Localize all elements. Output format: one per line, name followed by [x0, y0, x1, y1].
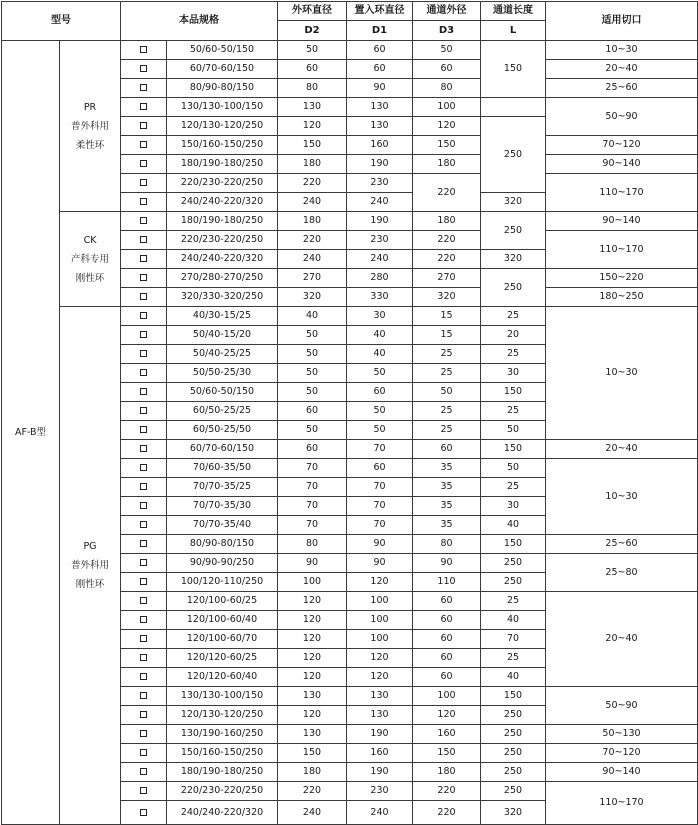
d3-cell: 100	[413, 98, 481, 117]
d2-cell: 120	[278, 117, 347, 136]
d3-cell: 270	[413, 269, 481, 288]
d3-cell: 25	[413, 364, 481, 383]
spec-cell: 120/120-60/25	[167, 649, 278, 668]
header-d3-code: D3	[413, 21, 481, 41]
spec-cell: 270/280-270/250	[167, 269, 278, 288]
cut-cell: 10~30	[546, 41, 698, 60]
l-cell: 250	[481, 725, 546, 744]
group-ck-code: CK	[83, 234, 97, 246]
d2-cell: 80	[278, 535, 347, 554]
header-d1-code: D1	[347, 21, 413, 41]
spec-cell: 320/330-320/250	[167, 288, 278, 307]
l-cell: 150	[481, 440, 546, 459]
l-cell: 250	[481, 706, 546, 725]
l-cell: 320	[481, 801, 546, 825]
d3-cell: 60	[413, 60, 481, 79]
select-checkbox[interactable]	[121, 79, 167, 98]
select-checkbox[interactable]	[121, 326, 167, 345]
cut-cell: 25~80	[546, 554, 698, 592]
d1-cell: 160	[347, 744, 413, 763]
cut-cell: 70~120	[546, 136, 698, 155]
cut-cell: 90~140	[546, 212, 698, 231]
d2-cell: 50	[278, 41, 347, 60]
select-checkbox[interactable]	[121, 573, 167, 592]
l-cell: 150	[481, 41, 546, 98]
spec-cell: 120/100-60/70	[167, 630, 278, 649]
l-cell: 150	[481, 383, 546, 402]
d1-cell: 60	[347, 383, 413, 402]
select-checkbox[interactable]	[121, 155, 167, 174]
spec-cell: 100/120-110/250	[167, 573, 278, 592]
spec-cell: 70/70-35/40	[167, 516, 278, 535]
d3-cell: 220	[413, 174, 481, 212]
group-pr	[60, 41, 121, 212]
d1-cell: 190	[347, 763, 413, 782]
spec-cell: 220/230-220/250	[167, 174, 278, 193]
cut-cell: 50~90	[546, 98, 698, 136]
d1-cell: 230	[347, 174, 413, 193]
spec-cell: 70/70-35/25	[167, 478, 278, 497]
d3-cell: 120	[413, 117, 481, 136]
d3-cell: 80	[413, 79, 481, 98]
d3-cell: 60	[413, 592, 481, 611]
l-cell: 250	[481, 554, 546, 573]
d1-cell: 40	[347, 326, 413, 345]
spec-cell: 240/240-220/320	[167, 193, 278, 212]
d2-cell: 70	[278, 497, 347, 516]
spec-cell: 60/70-60/150	[167, 440, 278, 459]
d1-cell: 100	[347, 611, 413, 630]
d1-cell: 240	[347, 801, 413, 825]
d2-cell: 320	[278, 288, 347, 307]
spec-cell: 70/70-35/30	[167, 497, 278, 516]
select-checkbox[interactable]	[121, 611, 167, 630]
d2-cell: 180	[278, 155, 347, 174]
d1-cell: 90	[347, 79, 413, 98]
d1-cell: 40	[347, 345, 413, 364]
d3-cell: 35	[413, 497, 481, 516]
l-cell: 70	[481, 630, 546, 649]
d2-cell: 130	[278, 725, 347, 744]
select-checkbox[interactable]	[121, 41, 167, 60]
header-d1-title: 置入环直径	[347, 2, 413, 21]
l-cell: 320	[481, 193, 546, 212]
d1-cell: 130	[347, 117, 413, 136]
select-checkbox[interactable]	[121, 516, 167, 535]
group-ck-usage: 产科专用	[70, 253, 109, 265]
cut-cell: 180~250	[546, 288, 698, 307]
spec-cell: 120/100-60/25	[167, 592, 278, 611]
select-checkbox[interactable]	[121, 535, 167, 554]
cut-cell: 90~140	[546, 155, 698, 174]
header-spec: 本品规格	[121, 2, 278, 41]
d3-cell: 60	[413, 611, 481, 630]
d3-cell: 50	[413, 41, 481, 60]
l-cell: 40	[481, 611, 546, 630]
d3-cell: 90	[413, 554, 481, 573]
d3-cell: 25	[413, 402, 481, 421]
header-model: 型号	[2, 2, 121, 41]
d2-cell: 70	[278, 516, 347, 535]
d2-cell: 220	[278, 782, 347, 801]
cut-cell: 110~170	[546, 782, 698, 825]
d1-cell: 100	[347, 630, 413, 649]
d3-cell: 100	[413, 687, 481, 706]
group-pg	[60, 307, 121, 825]
d1-cell: 130	[347, 687, 413, 706]
d2-cell: 70	[278, 478, 347, 497]
d1-cell: 130	[347, 706, 413, 725]
l-cell: 250	[481, 117, 546, 193]
select-checkbox[interactable]	[121, 60, 167, 79]
d2-cell: 150	[278, 744, 347, 763]
l-cell: 25	[481, 649, 546, 668]
d1-cell: 30	[347, 307, 413, 326]
cut-cell: 50~90	[546, 687, 698, 725]
d3-cell: 60	[413, 440, 481, 459]
spec-cell: 60/50-25/50	[167, 421, 278, 440]
d3-cell: 150	[413, 136, 481, 155]
select-checkbox[interactable]	[121, 459, 167, 478]
d3-cell: 25	[413, 421, 481, 440]
select-checkbox[interactable]	[121, 440, 167, 459]
d1-cell: 60	[347, 459, 413, 478]
d1-cell: 50	[347, 402, 413, 421]
select-checkbox[interactable]	[121, 364, 167, 383]
d3-cell: 180	[413, 212, 481, 231]
l-cell: 50	[481, 421, 546, 440]
l-cell: 40	[481, 668, 546, 687]
d3-cell: 35	[413, 516, 481, 535]
group-pg-type: 刚性环	[75, 579, 105, 590]
group-ck	[60, 212, 121, 307]
d1-cell: 90	[347, 535, 413, 554]
d1-cell: 50	[347, 421, 413, 440]
header-d2-code: D2	[278, 21, 347, 41]
select-checkbox[interactable]	[121, 801, 167, 825]
d2-cell: 180	[278, 212, 347, 231]
spec-cell: 50/40-25/25	[167, 345, 278, 364]
select-checkbox[interactable]	[121, 725, 167, 744]
spec-cell: 180/190-180/250	[167, 212, 278, 231]
select-checkbox[interactable]	[121, 763, 167, 782]
spec-cell: 60/50-25/25	[167, 402, 278, 421]
d2-cell: 40	[278, 307, 347, 326]
spec-cell: 50/40-15/20	[167, 326, 278, 345]
spec-cell: 120/130-120/250	[167, 706, 278, 725]
d3-cell: 150	[413, 744, 481, 763]
spec-cell: 150/160-150/250	[167, 744, 278, 763]
d3-cell: 220	[413, 801, 481, 825]
select-checkbox[interactable]	[121, 307, 167, 326]
select-checkbox[interactable]	[121, 231, 167, 250]
d2-cell: 220	[278, 231, 347, 250]
spec-cell: 60/70-60/150	[167, 60, 278, 79]
spec-cell: 130/130-100/150	[167, 687, 278, 706]
cut-cell: 70~120	[546, 744, 698, 763]
l-cell: 25	[481, 402, 546, 421]
spec-cell: 180/190-180/250	[167, 155, 278, 174]
d2-cell: 240	[278, 193, 347, 212]
group-pg-usage: 普外科用	[70, 560, 109, 571]
group-pr-code: PR	[83, 101, 97, 113]
cut-cell: 10~30	[546, 459, 698, 535]
d3-cell: 60	[413, 649, 481, 668]
d2-cell: 220	[278, 174, 347, 193]
l-cell: 25	[481, 592, 546, 611]
l-cell: 250	[481, 573, 546, 592]
d2-cell: 180	[278, 763, 347, 782]
select-checkbox[interactable]	[121, 649, 167, 668]
d1-cell: 70	[347, 516, 413, 535]
d2-cell: 100	[278, 573, 347, 592]
d1-cell: 230	[347, 782, 413, 801]
select-checkbox[interactable]	[121, 497, 167, 516]
d1-cell: 240	[347, 250, 413, 269]
spec-cell: 50/60-50/150	[167, 383, 278, 402]
l-cell: 320	[481, 250, 546, 269]
select-checkbox[interactable]	[121, 250, 167, 269]
group-ck-type: 刚性环	[75, 272, 105, 284]
d2-cell: 120	[278, 706, 347, 725]
d2-cell: 90	[278, 554, 347, 573]
l-cell: 150	[481, 535, 546, 554]
d3-cell: 15	[413, 326, 481, 345]
d2-cell: 50	[278, 421, 347, 440]
d2-cell: 240	[278, 801, 347, 825]
d3-cell: 180	[413, 763, 481, 782]
d2-cell: 50	[278, 326, 347, 345]
spec-cell: 240/240-220/320	[167, 801, 278, 825]
d3-cell: 35	[413, 478, 481, 497]
d2-cell: 50	[278, 345, 347, 364]
spec-cell: 220/230-220/250	[167, 782, 278, 801]
d2-cell: 130	[278, 687, 347, 706]
d1-cell: 280	[347, 269, 413, 288]
d2-cell: 120	[278, 630, 347, 649]
d1-cell: 190	[347, 155, 413, 174]
l-cell: 20	[481, 326, 546, 345]
d1-cell: 70	[347, 440, 413, 459]
select-checkbox[interactable]	[121, 288, 167, 307]
spec-cell: 80/90-80/150	[167, 79, 278, 98]
l-cell: 30	[481, 364, 546, 383]
d2-cell: 50	[278, 383, 347, 402]
d1-cell: 90	[347, 554, 413, 573]
select-checkbox[interactable]	[121, 345, 167, 364]
spec-cell: 130/130-100/150	[167, 98, 278, 117]
d1-cell: 120	[347, 649, 413, 668]
spec-cell: 120/130-120/250	[167, 117, 278, 136]
cut-cell: 50~130	[546, 725, 698, 744]
d2-cell: 240	[278, 250, 347, 269]
d1-cell: 240	[347, 193, 413, 212]
d2-cell: 270	[278, 269, 347, 288]
spec-cell: 50/50-25/30	[167, 364, 278, 383]
d3-cell: 50	[413, 383, 481, 402]
select-checkbox[interactable]	[121, 782, 167, 801]
d2-cell: 120	[278, 649, 347, 668]
spec-cell: 120/120-60/40	[167, 668, 278, 687]
header-l-code: L	[481, 21, 546, 41]
cut-cell: 25~60	[546, 535, 698, 554]
spec-cell: 120/100-60/40	[167, 611, 278, 630]
select-checkbox[interactable]	[121, 212, 167, 231]
d1-cell: 120	[347, 668, 413, 687]
l-cell: 25	[481, 478, 546, 497]
select-checkbox[interactable]	[121, 174, 167, 193]
spec-cell: 240/240-220/320	[167, 250, 278, 269]
select-checkbox[interactable]	[121, 554, 167, 573]
d2-cell: 120	[278, 592, 347, 611]
spec-cell: 90/90-90/250	[167, 554, 278, 573]
d3-cell: 60	[413, 668, 481, 687]
d2-cell: 70	[278, 459, 347, 478]
d1-cell: 330	[347, 288, 413, 307]
d1-cell: 60	[347, 60, 413, 79]
d3-cell: 110	[413, 573, 481, 592]
select-checkbox[interactable]	[121, 383, 167, 402]
d3-cell: 80	[413, 535, 481, 554]
d2-cell: 60	[278, 60, 347, 79]
select-checkbox[interactable]	[121, 744, 167, 763]
spec-cell: 80/90-80/150	[167, 535, 278, 554]
select-checkbox[interactable]	[121, 706, 167, 725]
l-cell: 150	[481, 687, 546, 706]
select-checkbox[interactable]	[121, 402, 167, 421]
select-checkbox[interactable]	[121, 630, 167, 649]
select-checkbox[interactable]	[121, 117, 167, 136]
product-spec-table	[1, 1, 698, 825]
cut-cell: 20~40	[546, 592, 698, 687]
d3-cell: 35	[413, 459, 481, 478]
select-checkbox[interactable]	[121, 478, 167, 497]
header-l-title: 通道长度	[481, 2, 546, 21]
l-cell: 50	[481, 459, 546, 478]
header-d3-title: 通道外径	[413, 2, 481, 21]
d1-cell: 190	[347, 725, 413, 744]
d2-cell: 50	[278, 364, 347, 383]
d3-cell: 220	[413, 250, 481, 269]
cut-cell: 25~60	[546, 79, 698, 98]
group-pg-code: PG	[83, 541, 97, 552]
l-cell: 250	[481, 744, 546, 763]
cut-cell: 20~40	[546, 60, 698, 79]
d1-cell: 120	[347, 573, 413, 592]
spec-cell: 130/190-160/250	[167, 725, 278, 744]
cut-cell: 90~140	[546, 763, 698, 782]
l-cell-empty	[481, 98, 546, 117]
select-checkbox[interactable]	[121, 668, 167, 687]
d3-cell: 220	[413, 231, 481, 250]
model-name: AF-B型	[2, 41, 60, 825]
d3-cell: 25	[413, 345, 481, 364]
l-cell: 250	[481, 782, 546, 801]
d1-cell: 160	[347, 136, 413, 155]
cut-cell: 150~220	[546, 269, 698, 288]
l-cell: 250	[481, 269, 546, 307]
cut-cell: 110~170	[546, 231, 698, 269]
d3-cell: 220	[413, 782, 481, 801]
d1-cell: 70	[347, 497, 413, 516]
spec-cell: 40/30-15/25	[167, 307, 278, 326]
d2-cell: 60	[278, 440, 347, 459]
cut-cell: 20~40	[546, 440, 698, 459]
l-cell: 25	[481, 345, 546, 364]
d2-cell: 60	[278, 402, 347, 421]
l-cell: 30	[481, 497, 546, 516]
l-cell: 25	[481, 307, 546, 326]
group-pr-usage: 普外科用	[70, 120, 109, 132]
d2-cell: 80	[278, 79, 347, 98]
d1-cell: 190	[347, 212, 413, 231]
d2-cell: 120	[278, 668, 347, 687]
spec-cell: 150/160-150/250	[167, 136, 278, 155]
cut-cell: 10~30	[546, 307, 698, 440]
l-cell: 250	[481, 212, 546, 250]
header-d2-title: 外环直径	[278, 2, 347, 21]
d3-cell: 15	[413, 307, 481, 326]
group-pr-type: 柔性环	[75, 139, 105, 151]
select-checkbox[interactable]	[121, 136, 167, 155]
d2-cell: 150	[278, 136, 347, 155]
d2-cell: 120	[278, 611, 347, 630]
d1-cell: 60	[347, 41, 413, 60]
d3-cell: 120	[413, 706, 481, 725]
spec-cell: 50/60-50/150	[167, 41, 278, 60]
d3-cell: 320	[413, 288, 481, 307]
select-checkbox[interactable]	[121, 687, 167, 706]
select-checkbox[interactable]	[121, 98, 167, 117]
header-cut: 适用切口	[546, 2, 698, 41]
d1-cell: 130	[347, 98, 413, 117]
d3-cell: 160	[413, 725, 481, 744]
d3-cell: 180	[413, 155, 481, 174]
cut-cell: 110~170	[546, 174, 698, 212]
spec-cell: 180/190-180/250	[167, 763, 278, 782]
d3-cell: 60	[413, 630, 481, 649]
l-cell: 40	[481, 516, 546, 535]
d2-cell: 130	[278, 98, 347, 117]
select-checkbox[interactable]	[121, 421, 167, 440]
d1-cell: 50	[347, 364, 413, 383]
select-checkbox[interactable]	[121, 269, 167, 288]
d1-cell: 230	[347, 231, 413, 250]
select-checkbox[interactable]	[121, 592, 167, 611]
l-cell: 250	[481, 763, 546, 782]
d1-cell: 70	[347, 478, 413, 497]
select-checkbox[interactable]	[121, 193, 167, 212]
d1-cell: 100	[347, 592, 413, 611]
spec-cell: 70/60-35/50	[167, 459, 278, 478]
spec-cell: 220/230-220/250	[167, 231, 278, 250]
